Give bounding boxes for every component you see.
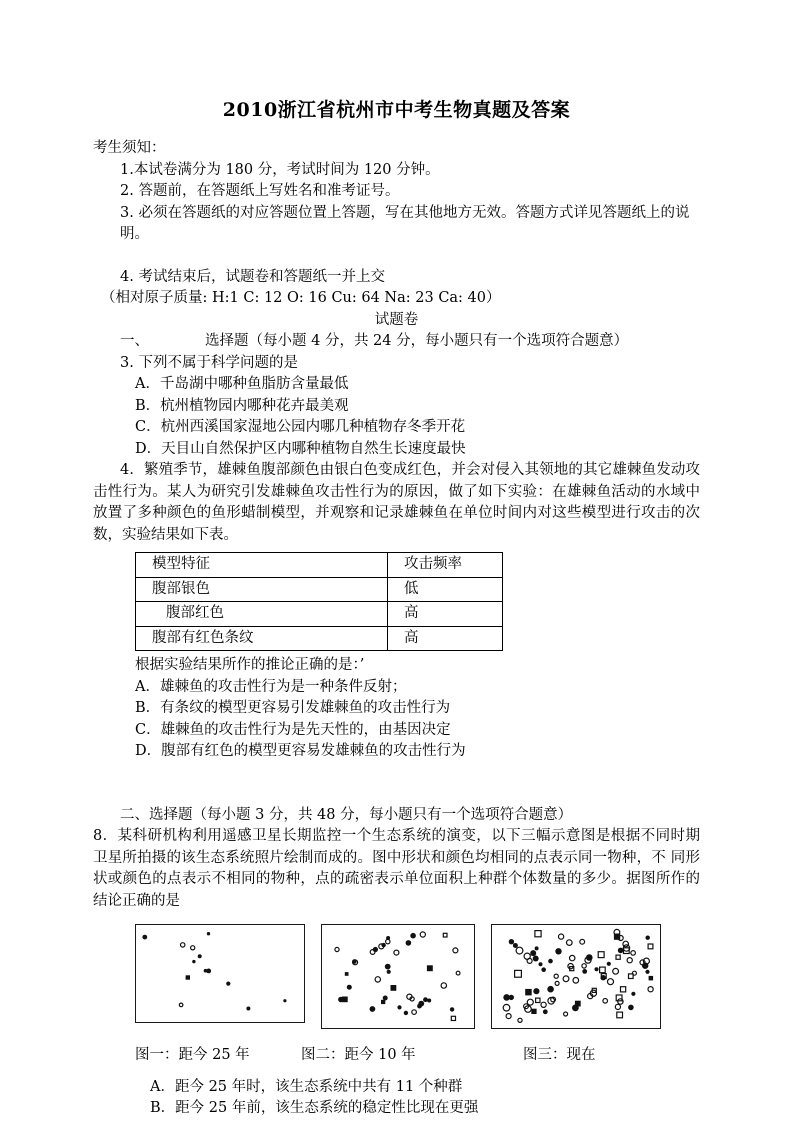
question4-option-a: A．雄棘鱼的攻击性行为是一种条件反射； xyxy=(135,678,407,695)
table-header-frequency: 攻击频率 xyxy=(388,553,503,578)
section1-heading-text: 选择题（每小题 4 分，共 24 分，每小题只有一个选项符合题意） xyxy=(205,333,629,349)
question4-option-b: B．有条纹的模型更容易引发雄棘鱼的攻击性行为 xyxy=(135,700,451,716)
question3-option-d: D．天目山自然保护区内哪种植物自然生长速度最快 xyxy=(135,440,466,457)
table-cell-model: 腹部银色 xyxy=(136,577,388,602)
question4-stem: 4．繁殖季节，雄棘鱼腹部颜色由银白色变成红色，并会对侵入其领地的其它雄棘鱼发动攻击性行为。某人为研究引发雄棘鱼攻击性行为的原因，做了如下实验：在雄棘鱼活动的水域中放置了多种颜色的鱼形蜡制模型，并观察和记录雄棘鱼在单位时间内对这些模型进行攻击的次数，实验结果如下表。 xyxy=(93,462,700,543)
notice-item-2: 2. 答题前，在答题纸上写姓名和准考证号。 xyxy=(120,183,400,199)
question3-stem: 3. 下列不属于科学问题的是 xyxy=(120,354,298,371)
question8-option-a: A．距今 25 年时，该生态系统中共有 11 个种群 xyxy=(150,1078,463,1095)
notice-item-1: 1.本试卷满分为 180 分，考试时间为 120 分钟。 xyxy=(120,161,440,178)
question8-option-b: B．距今 25 年前，该生态系统的稳定性比现在更强 xyxy=(150,1100,479,1116)
figure-2-dots-image xyxy=(322,925,474,1028)
figure-3 xyxy=(491,924,661,1029)
figure-1 xyxy=(135,924,305,1023)
figure-2 xyxy=(321,924,475,1029)
figure-3-caption: 图三：现在 xyxy=(523,1047,596,1063)
document-content xyxy=(93,96,700,1120)
table-row xyxy=(136,602,503,627)
section2-heading: 二、选择题（每小题 3 分，共 48 分，每小题只有一个选项符合题意） xyxy=(120,806,573,823)
question3-option-b: B．杭州植物园内哪种花卉最美观 xyxy=(135,397,349,414)
table-header-model: 模型特征 xyxy=(136,553,388,578)
figure-captions xyxy=(135,1045,700,1067)
table-cell-model: 腹部有红色条纹 xyxy=(136,626,388,651)
paper-label: 试题卷 xyxy=(374,311,419,328)
table-header-row xyxy=(136,553,503,578)
figure-1-caption: 图一：距今 25 年 xyxy=(135,1047,250,1063)
table-cell-frequency: 高 xyxy=(388,626,503,651)
experiment-result-table xyxy=(135,552,503,651)
table-row xyxy=(136,626,503,651)
figure-3-dots-image xyxy=(492,925,660,1028)
figure-2-caption: 图二：距今 10 年 xyxy=(301,1047,416,1063)
section1-heading xyxy=(120,331,700,353)
notice-item-3: 3. 必须在答题纸的对应答题位置上答题，写在其他地方无效。答题方式详见答题纸上的说明。 xyxy=(120,204,690,242)
page-title: 2010浙江省杭州市中考生物真题及答案 xyxy=(222,99,571,121)
ecosystem-figures xyxy=(135,924,700,1029)
section1-number: 一、 xyxy=(120,333,149,349)
figure-1-dots-image xyxy=(136,925,304,1022)
atomic-mass-line: （相对原子质量: H:1 C: 12 O: 16 Cu: 64 Na: 23 Ca: 40） xyxy=(101,290,501,306)
question4-option-c: C．雄棘鱼的攻击性行为是先天性的，由基因决定 xyxy=(135,721,451,738)
table-row xyxy=(136,577,503,602)
question4-option-d: D．腹部有红色的模型更容易发雄棘鱼的攻击性行为 xyxy=(135,743,466,759)
question4-conclusion-lead: 根据实验结果所作的推论正确的是：’ xyxy=(135,657,365,673)
notice-item-4: 4. 考试结束后，试题卷和答题纸一并上交 xyxy=(120,268,385,285)
notice-header: 考生须知： xyxy=(93,140,166,156)
question3-option-c: C．杭州西溪国家湿地公园内哪几种植物存冬季开花 xyxy=(135,419,466,435)
table-cell-frequency: 高 xyxy=(388,602,503,627)
table-cell-model: 腹部红色 xyxy=(136,602,388,627)
table-cell-frequency: 低 xyxy=(388,577,503,602)
question3-option-a: A．千岛湖中哪种鱼脂肪含量最低 xyxy=(135,376,349,392)
question8-stem: 8．某科研机构利用遥感卫星长期监控一个生态系统的演变，以下三幅示意图是根据不同时期 卫星所拍摄的该生态系统照片绘制而成的。图中形状和颜色均相同的点表示同一物种，不 同形状或颜色的点表示不相同的物种，点的疏密表示单位面积上种群个体数量的多少。据图所作的结论正确的是 xyxy=(93,828,700,909)
